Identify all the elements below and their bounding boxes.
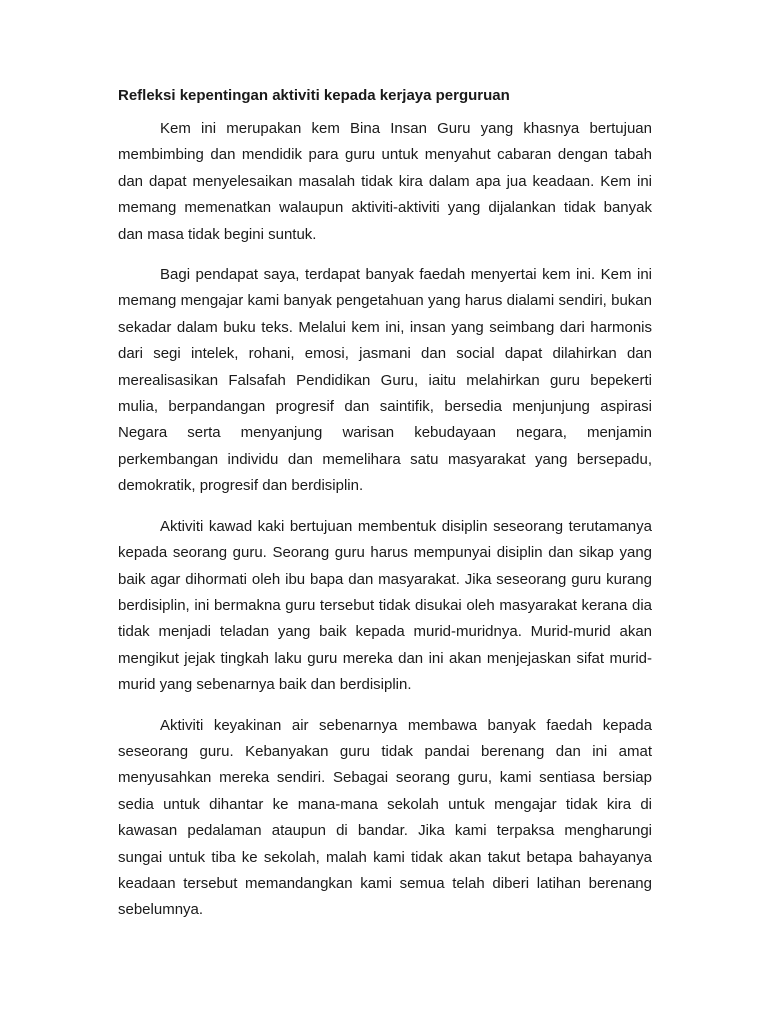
- paragraph-keyakinan-air: Aktiviti keyakinan air sebenarnya membawa banyak faedah kepada seseorang guru. Kebanyakan guru tidak pandai berenang dan ini amat menyusahkan mereka sendiri. Sebagai seorang guru, kami sentiasa bersiap sedia untuk dihantar ke mana-mana sekolah untuk mengajar tidak kira di kawasan pedalaman ataupun di bandar. Jika kami terpaksa mengharungi sungai untuk tiba ke sekolah, malah kami tidak akan takut betapa bahayanya keadaan tersebut memandangkan kami semua telah diberi latihan berenang sebelumnya.: [118, 716, 652, 919]
- paragraph-kawad-kaki: Aktiviti kawad kaki bertujuan membentuk disiplin seseorang terutamanya kepada seorang guru. Seorang guru harus mempunyai disiplin dan sikap yang baik agar dihormati oleh ibu bapa dan masyarakat. Jika seseorang guru kurang berdisiplin, ini bermakna guru tersebut tidak disukai oleh masyarakat kerana dia tidak menjadi teladan yang baik kepada murid-muridnya. Murid-murid akan mengikut jejak tingkah laku guru mereka dan ini akan menjejaskan sifat murid-murid yang sebenarnya baik dan berdisiplin.: [118, 517, 652, 694]
- paragraph-faedah-kem: Bagi pendapat saya, terdapat banyak faedah menyertai kem ini. Kem ini memang mengajar kami banyak pengetahuan yang harus dialami sendiri, bukan sekadar dalam buku teks. Melalui kem ini, insan yang seimbang dari harmonis dari segi intelek, rohani, emosi, jasmani dan social dapat dilahirkan dan merealisasikan Falsafah Pendidikan Guru, iaitu melahirkan guru bepekerti mulia, berpandangan progresif dan saintifik, bersedia menjunjung aspirasi Negara serta menyanjung warisan kebudayaan negara, menjamin perkembangan individu dan memelihara satu masyarakat yang bersepadu, demokratik, progresif dan berdisiplin.: [118, 266, 652, 495]
- paragraph-kem-bina-insan-guru: Kem ini merupakan kem Bina Insan Guru yang khasnya bertujuan membimbing dan mendidik para guru untuk menyahut cabaran dengan tabah dan dapat menyelesaikan masalah tidak kira dalam apa jua keadaan. Kem ini memang memenatkan walaupun aktiviti-aktiviti yang dijalankan tidak banyak dan masa tidak begini suntuk.: [118, 120, 652, 243]
- document-page: [118, 86, 652, 938]
- document-title: Refleksi kepentingan aktiviti kepada kerjaya perguruan: [118, 87, 510, 104]
